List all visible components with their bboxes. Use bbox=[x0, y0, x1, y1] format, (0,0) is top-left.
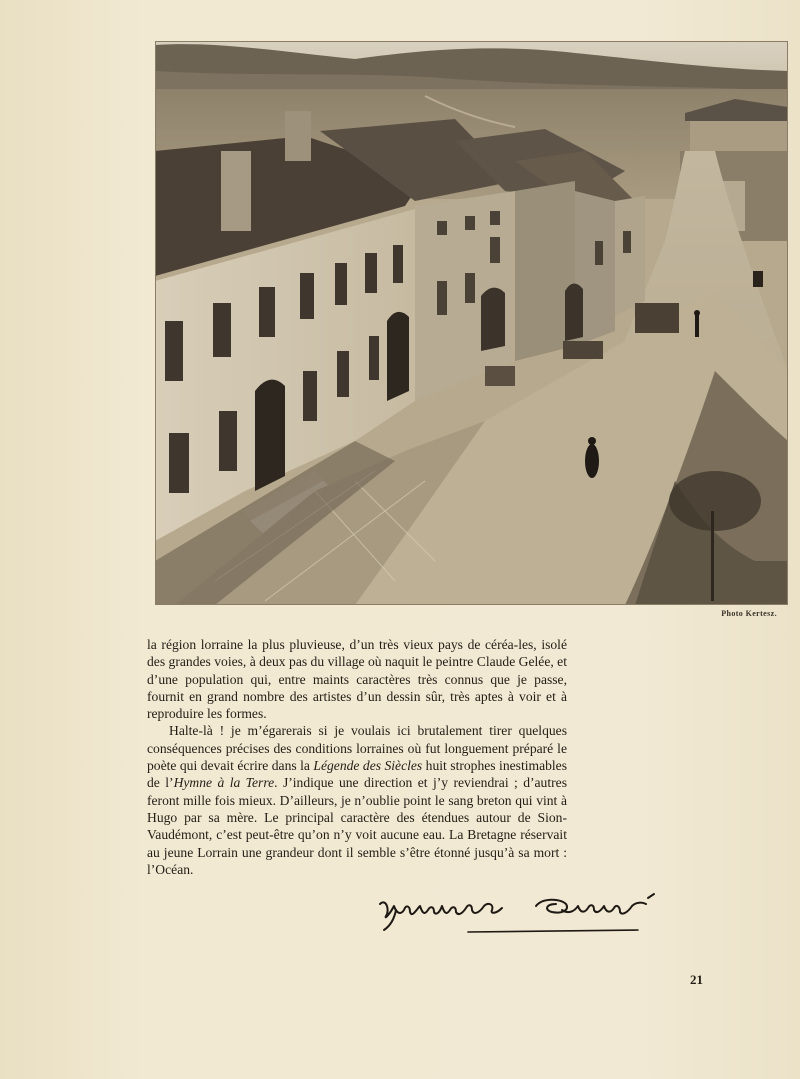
page-number: 21 bbox=[690, 972, 703, 987]
paragraph-1-text: la région lorraine la plus pluvieuse, d’un très vieux pays de céréa-les, isolé des grandes voies, à deux pas du village où naquit le peintre Claude Gelée, et d’une population qui, entre maints caractères très connus que je passe, fournit en grand nombre des artistes d’un dessin sûr, très aptes à voir et à reproduire les formes. bbox=[147, 637, 567, 722]
paragraph-2-text-b: huit strophes inestimables de l’ bbox=[147, 758, 568, 791]
paragraph-2 bbox=[147, 722, 567, 878]
village-street-photo bbox=[155, 41, 788, 605]
photo-image bbox=[155, 41, 788, 605]
article-text bbox=[147, 636, 567, 878]
title-legende-des-siecles: Légende des Siècles bbox=[313, 758, 423, 774]
paragraph-1 bbox=[147, 636, 567, 722]
paragraph-2-text-a: Halte-là ! je m’égarerais si je voulais ici brutalement tirer quelques conséquences précises des conditions lorraines où fut longuement préparé le poète qui devait écrire dans la bbox=[147, 723, 567, 774]
title-hymne-a-la-terre: Hymne à la Terre bbox=[173, 775, 275, 791]
author-signature bbox=[376, 892, 666, 938]
paragraph-2-text-c: . J’indique une direction et j’y reviendrai ; d’autres feront mille fois mieux. D’ailleurs, je n’oublie point le sang breton qui vint à Hugo par sa mère. Le principal caractère des étendues autour de Sion-Vaudémont, c’est peut-être qu’on n’y voit aucune eau. La Bretagne réservait au jeune Lorrain une grandeur dont il semble s’être étonné jusqu’à sa mort : l’Océan. bbox=[147, 775, 567, 877]
signature-image bbox=[376, 892, 666, 938]
photo-credit: Photo Kertesz. bbox=[721, 609, 777, 618]
